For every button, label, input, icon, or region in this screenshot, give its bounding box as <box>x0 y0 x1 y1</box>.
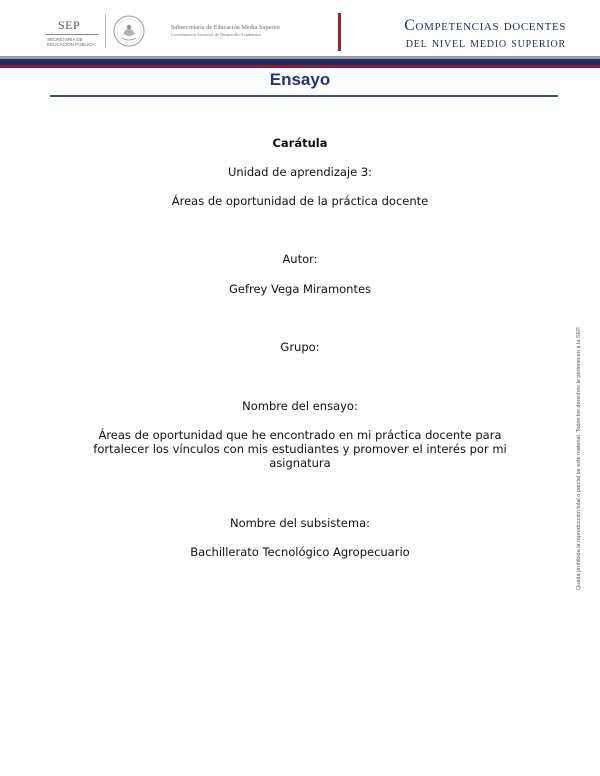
subsistema-label: Nombre del subsistema: <box>229 516 371 530</box>
program-title-line2: del nivel medio superior <box>405 36 566 51</box>
ensayo-nombre: Áreas de oportunidad que he encontrado en mi práctica docente para fortalecer los vínculos con mis estudiantes y promover el interés por mi asignatura <box>93 428 507 470</box>
copyright-side-note: Queda prohibida la reproducción total o parcial de este material. Todos los derechos le pertenecen a la SEP. <box>576 326 582 590</box>
sep-logo-line1: SECRETARÍA DE <box>47 37 83 42</box>
header-stripe-red <box>0 65 600 68</box>
title-underline <box>50 95 558 97</box>
sep-acronym: SEP <box>58 18 81 32</box>
sep-logo-rule <box>46 34 98 35</box>
ensayo-label: Nombre del ensayo: <box>242 399 358 413</box>
unidad-label: Unidad de aprendizaje 3: <box>227 165 373 179</box>
unidad-nombre: Áreas de oportunidad de la práctica docente <box>171 194 429 208</box>
program-title-line1: Competencias docentes <box>404 17 566 34</box>
sep-logo-caption <box>47 37 99 47</box>
subsecretaria-block <box>171 25 321 38</box>
logo-divider <box>105 14 106 48</box>
program-title <box>404 16 566 52</box>
autor-nombre: Gefrey Vega Miramontes <box>228 282 372 296</box>
sep-logo <box>44 16 100 48</box>
grupo-label: Grupo: <box>280 340 320 354</box>
autor-label: Autor: <box>282 252 318 266</box>
subsistema-nombre: Bachillerato Tecnológico Agropecuario <box>190 545 410 559</box>
caratula-heading: Carátula <box>272 136 328 150</box>
document-title: Ensayo <box>269 70 331 89</box>
sep-logo-line2: EDUCACIÓN PÚBLICA <box>47 42 95 47</box>
subsecretaria-line2: Coordinación Sectorial de Desarrollo Académico <box>171 32 262 37</box>
subsecretaria-line1: Subsecretaría de Educación Media Superior <box>171 25 281 31</box>
page-header <box>0 0 600 68</box>
national-seal-icon <box>113 15 145 47</box>
header-accent-bar <box>338 13 341 51</box>
